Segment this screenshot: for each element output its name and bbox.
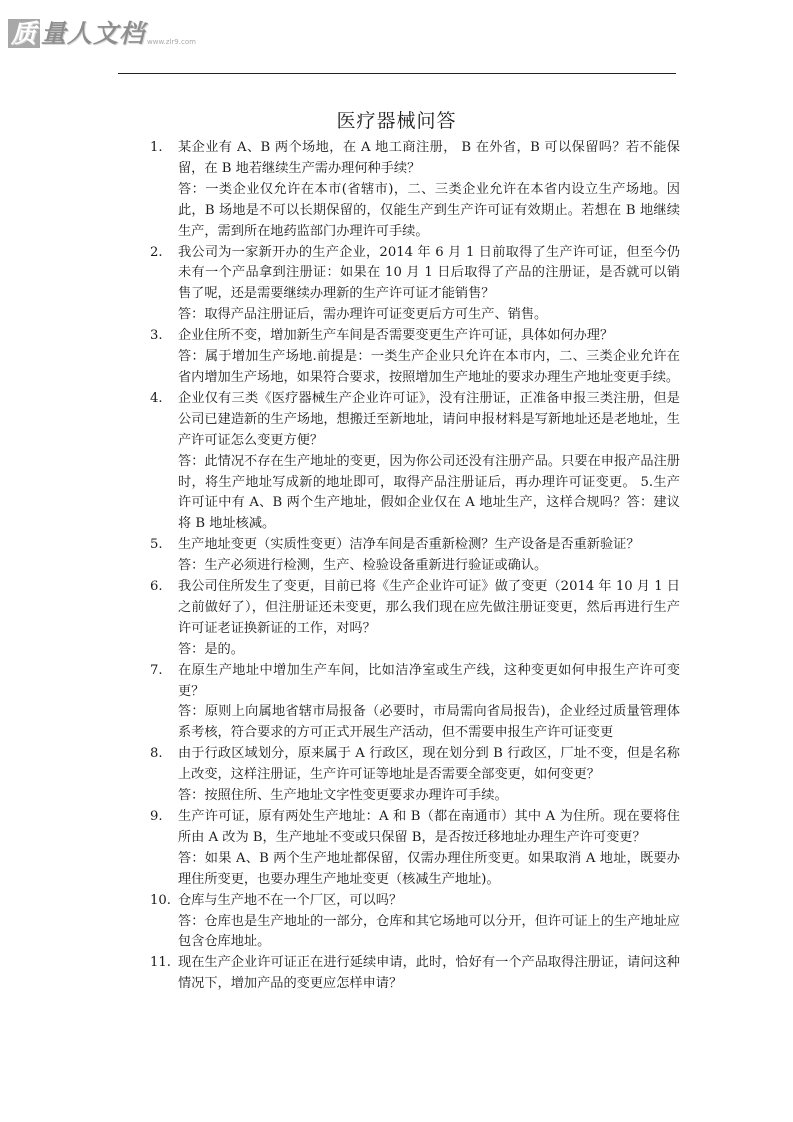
qa-item (150, 535, 680, 577)
item-number: 5. (150, 537, 163, 553)
qa-list (150, 138, 680, 995)
qa-item (150, 953, 680, 995)
logo-text (8, 14, 145, 50)
answer-text: 答：属于增加生产场地.前提是：一类生产企业只允许在本市内，二、三类企业允许在省内增加生产场地，如果符合要求，按照增加生产地址的要求办理生产地址变更手续。 (178, 349, 680, 385)
qa-item (150, 577, 680, 661)
answer-text: 答：是的。 (178, 641, 244, 657)
question-text: 某企业有 A、B 两个场地，在 A 地工商注册， B 在外省，B 可以保留吗？若不能保留，在 B 地若继续生产需办理何种手续？ (178, 140, 680, 176)
item-number: 1. (150, 140, 163, 155)
logo-domain: www.zlr9.com (147, 38, 196, 46)
question-text: 生产许可证，原有两处生产地址：A 和 B（都在南通市）其中 A 为住所。现在要将住所由 A 改为 B，生产地址不变或只保留 B，是否按迁移地址办理生产许可变更？ (178, 809, 680, 845)
answer-text: 答：一类企业仅允许在本市(省辖市)，二、三类企业允许在本省内设立生产场地。因此，B 场地是不可以长期保留的，仅能生产到生产许可证有效期止。若想在 B 地继续生产，需到所在地药监部门办理许可手续。 (178, 181, 680, 239)
question-text: 我公司住所发生了变更，目前已将《生产企业许可证》做了变更（2014 年 10 月 1 日之前做好了），但注册证还未变更，那么我们现在应先做注册证变更，然后再进行生产许可证老证换新证的工作，对吗？ (178, 579, 680, 636)
item-number: 11. (150, 955, 171, 971)
item-number: 4. (150, 390, 163, 406)
qa-item (150, 807, 680, 891)
answer-text: 答：取得产品注册证后，需办理许可证变更后方可生产、销售。 (178, 307, 548, 323)
answer-text: 答：原则上向属地省辖市局报备（必要时，市局需向省局报告)，企业经过质量管理体系考核，符合要求的方可正式开展生产活动，但不需要申报生产许可证变更 (178, 704, 680, 741)
qa-item (150, 661, 680, 745)
site-logo (8, 14, 196, 50)
qa-item (150, 326, 680, 389)
item-number: 7. (150, 662, 163, 678)
item-number: 6. (150, 579, 163, 595)
qa-item (150, 389, 680, 535)
question-text: 我公司为一家新开办的生产企业，2014 年 6 月 1 日前取得了生产许可证，但至今仍未有一个产品拿到注册证：如果在 10 月 1 日后取得了产品的注册证，是否就可以销售了呢，还是需要继续办理新的生产许可证才能销售？ (178, 244, 680, 302)
qa-item (150, 744, 680, 807)
question-text: 由于行政区域划分，原来属于 A 行政区，现在划分到 B 行政区，厂址不变，但是名称上改变，这样注册证，生产许可证等地址是否需要全部变更，如何变更？ (178, 746, 680, 783)
item-number: 10. (150, 892, 171, 908)
qa-item (150, 138, 680, 243)
qa-item (150, 891, 680, 954)
question-text: 仓库与生产地不在一个厂区，可以吗？ (178, 892, 403, 908)
question-text: 现在生产企业许可证正在进行延续申请，此时，恰好有一个产品取得注册证，请问这种情况下，增加产品的变更应怎样申请？ (178, 955, 680, 992)
question-text: 生产地址变更（实质性变更）洁净车间是否重新检测？生产设备是否重新验证？ (178, 537, 640, 553)
header-rule (118, 73, 676, 74)
question-text: 企业仅有三类《医疗器械生产企业许可证》，没有注册证，正准备申报三类注册，但是公司已建造新的生产场地，想搬迁至新地址，请问申报材料是写新地址还是老地址，生产许可证怎么变更方便？ (178, 390, 680, 448)
logo-rest: 量人文档 (41, 19, 146, 48)
answer-text: 答：如果 A、B 两个生产地址都保留，仅需办理住所变更。如果取消 A 地址，既要办理住所变更，也要办理生产地址变更（核减生产地址)。 (178, 850, 680, 887)
item-number: 2. (150, 244, 163, 260)
qa-item (150, 243, 680, 327)
item-number: 8. (150, 746, 163, 762)
answer-text: 答：仓库也是生产地址的一部分，仓库和其它场地可以分开，但许可证上的生产地址应包含仓库地址。 (178, 913, 680, 950)
question-text: 企业住所不变，增加新生产车间是否需要变更生产许可证，具体如何办理？ (178, 328, 614, 344)
document-title: 医疗器械问答 (336, 110, 457, 132)
answer-text: 答：生产必须进行检测，生产、检验设备重新进行验证或确认。 (178, 558, 548, 574)
answer-text: 答：此情况不存在生产地址的变更，因为你公司还没有注册产品。只要在申报产品注册时，将生产地址写成新的地址即可，取得产品注册证后，再办理许可证变更。 5.生产许可证中有 A、B 两个生产地址，假如企业仅在 A 地址生产，这样合规吗？答：建议将 B 地址核减。 (178, 453, 680, 532)
item-number: 3. (150, 328, 163, 344)
answer-text: 答：按照住所、生产地址文字性变更要求办理许可手续。 (178, 788, 508, 804)
logo-first-char: 质 (8, 19, 40, 48)
question-text: 在原生产地址中增加生产车间，比如洁净室或生产线，这种变更如何申报生产许可变更？ (178, 662, 680, 699)
item-number: 9. (150, 809, 163, 824)
